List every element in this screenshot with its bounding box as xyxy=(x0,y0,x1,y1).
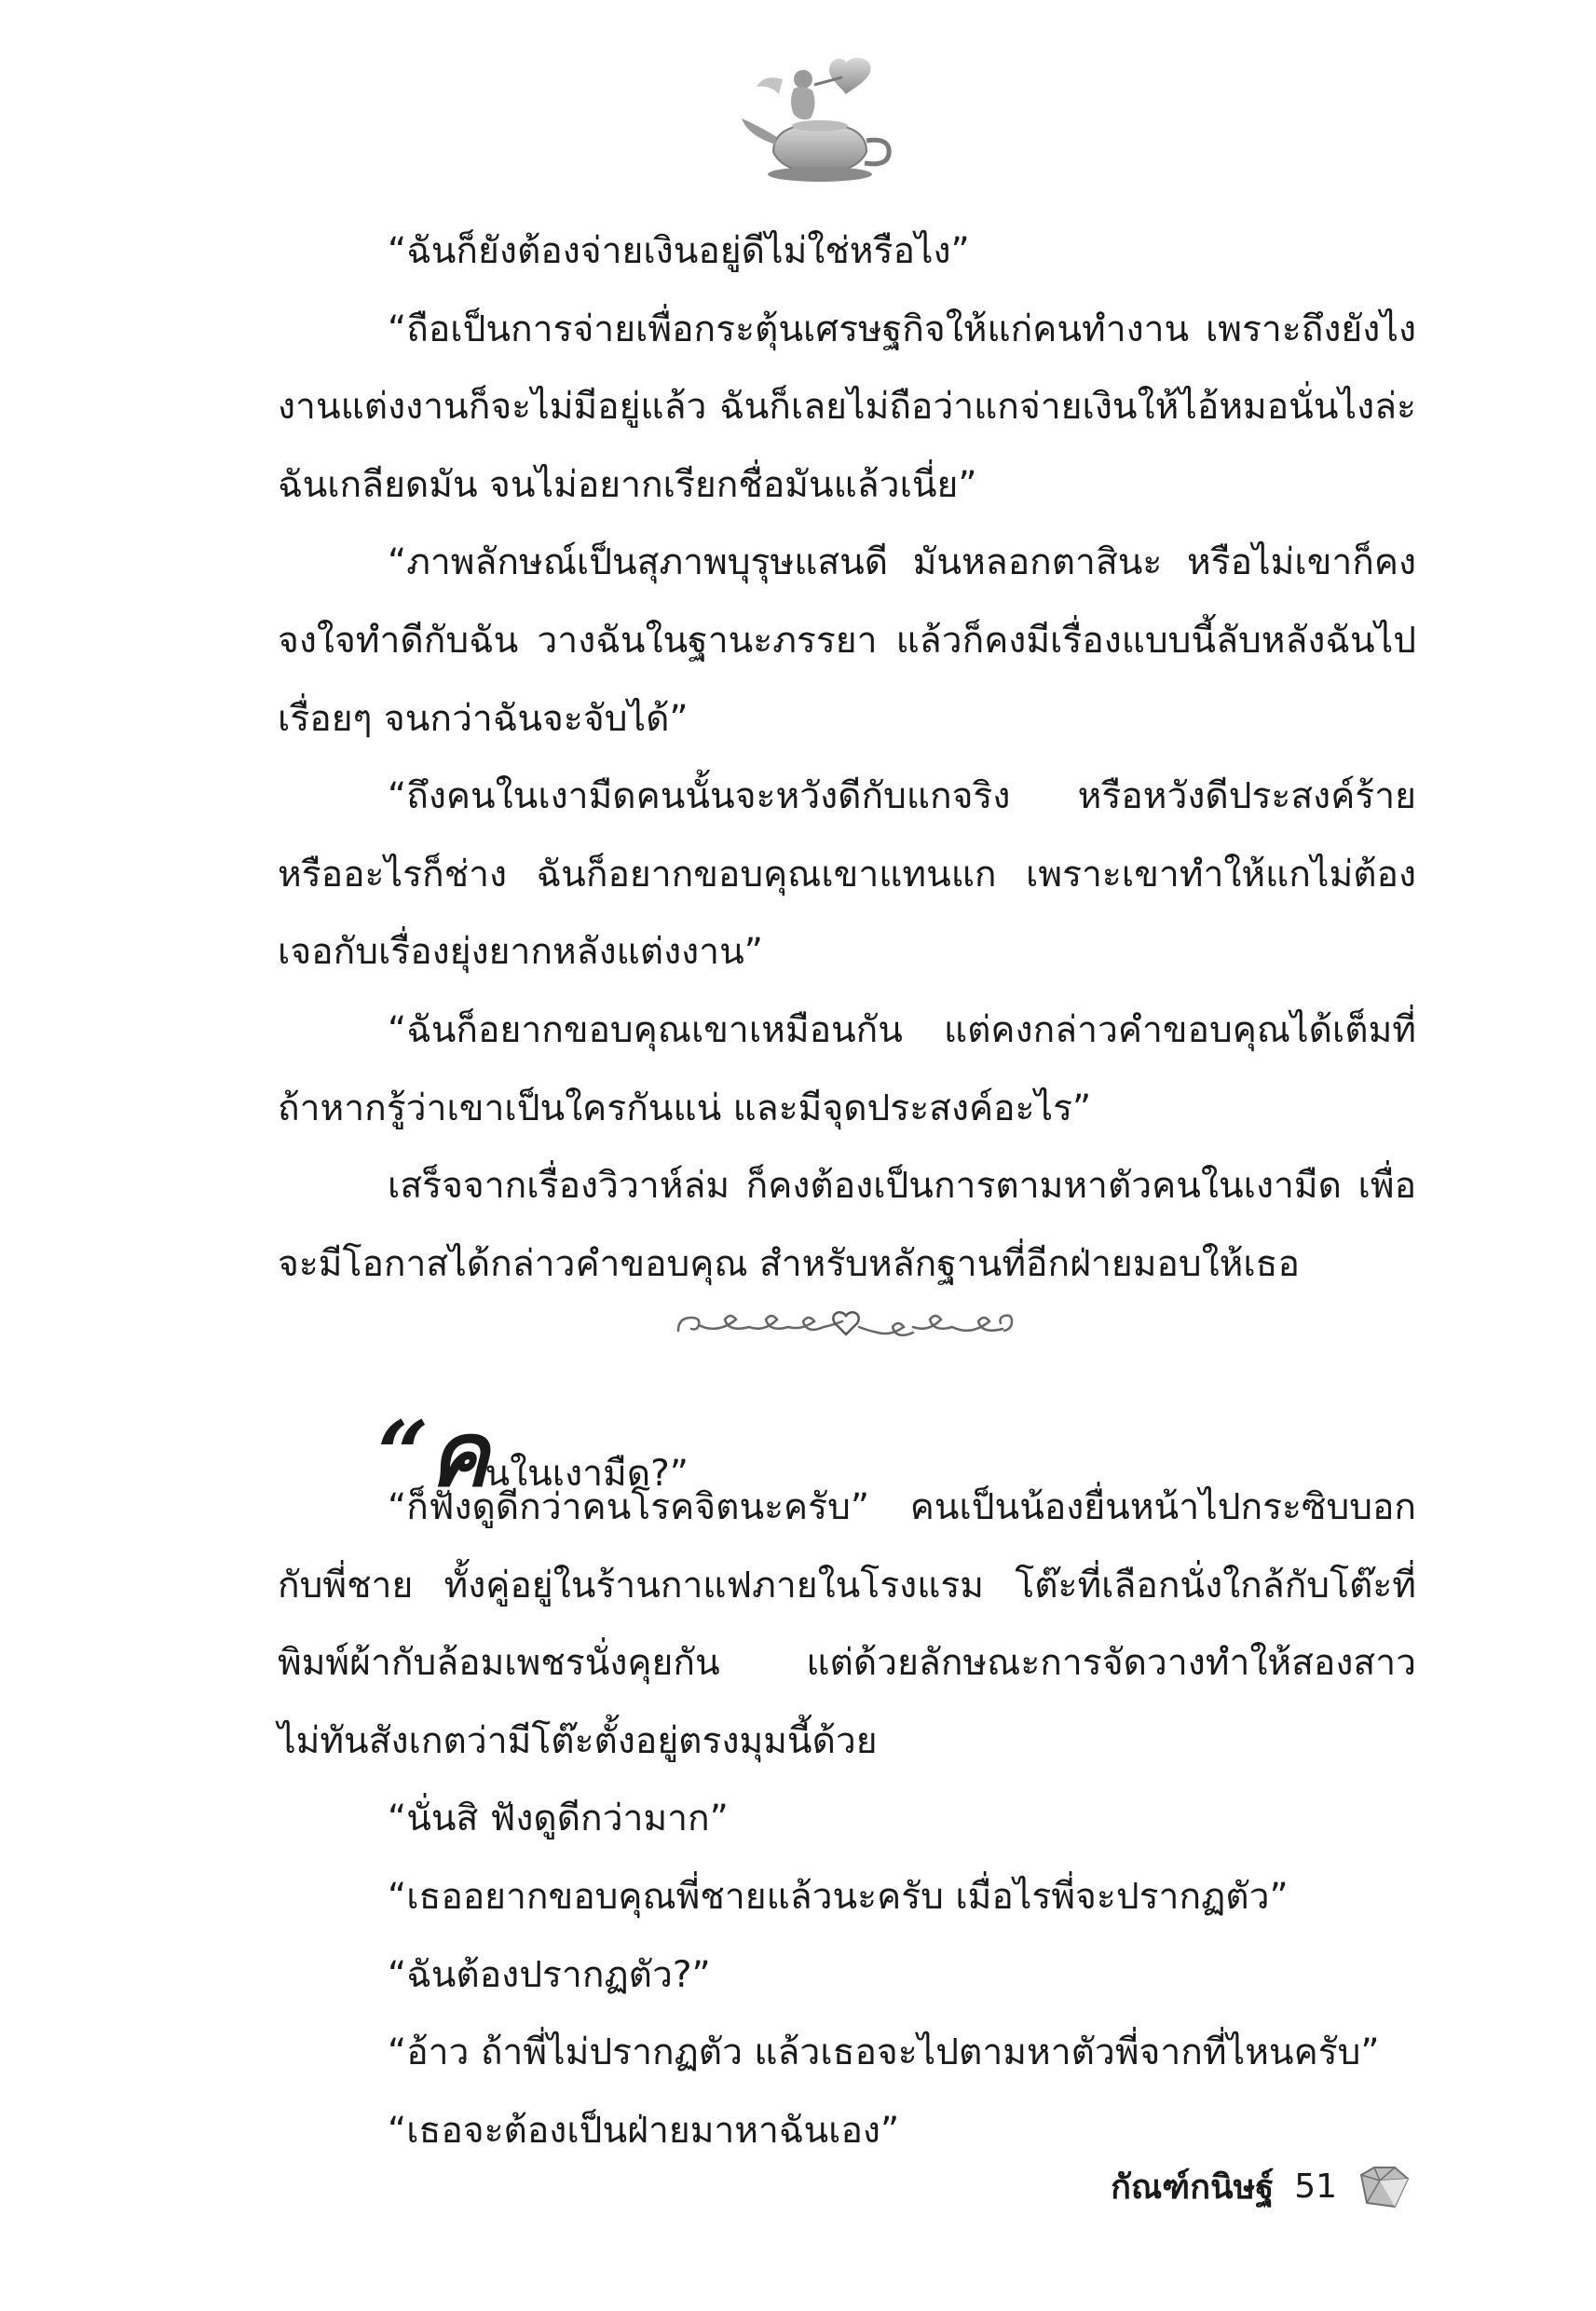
page-footer xyxy=(1111,2160,1410,2213)
page-number: 51 xyxy=(1294,2167,1337,2206)
paragraph: “ภาพลักษณ์เป็นสุภาพบุรุษแสนดี มันหลอกตาสินะ หรือไม่เขาก็คงจงใจทำดีกับฉัน วางฉันในฐานะภรรยา แล้วก็คงมีเรื่องแบบนี้ลับหลังฉันไปเรื่อยๆ จนกว่าฉันจะจับได้” xyxy=(278,541,1416,740)
cupid-teapot-icon xyxy=(736,51,904,191)
dropcap-rest: นในเงามืด?” xyxy=(484,1453,689,1495)
paragraph: “ฉันก็ยังต้องจ่ายเงินอยู่ดีไม่ใช่หรือไง” xyxy=(388,230,970,272)
paragraph: “เธอจะต้องเป็นฝ่ายมาหาฉันเอง” xyxy=(388,2109,900,2152)
paragraph: “ถึงคนในเงามืดคนนั้นจะหวังดีกับแกจริง หรือหวังดีประสงค์ร้ายหรืออะไรก็ช่าง ฉันก็อยากขอบคุณเขาแทนแก เพราะเขาทำให้แกไม่ต้องเจอกับเรื่องยุ่งยากหลังแต่งงาน” xyxy=(278,775,1416,974)
heart-swirl-ornament xyxy=(669,1293,1023,1349)
paragraph: “อ้าว ถ้าพี่ไม่ปรากฏตัว แล้วเธอจะไปตามหาตัวพี่จากที่ไหนครับ” xyxy=(388,2031,1380,2074)
dropcap-letter: ค xyxy=(429,1402,485,1507)
paragraph: “เธออยากขอบคุณพี่ชายแล้วนะครับ เมื่อไรพี่จะปรากฏตัว” xyxy=(388,1875,1289,1918)
paragraph: เสร็จจากเรื่องวิวาห์ล่ม ก็คงต้องเป็นการตามหาตัวคนในเงามืด เพื่อจะมีโอกาสได้กล่าวคำขอบคุณ สำหรับหลักฐานที่อีกฝ่ายมอบให้เธอ xyxy=(278,1165,1416,1285)
paragraph: “ก็ฟังดูดีกว่าคนโรคจิตนะครับ” คนเป็นน้องยื่นหน้าไปกระซิบบอกกับพี่ชาย ทั้งคู่อยู่ในร้านกาแฟภายในโรงแรม โต๊ะที่เลือกนั่งใกล้กับโต๊ะที่พิมพ์ผ้ากับล้อมเพชรนั่งคุยกัน แต่ด้วยลักษณะการจัดวางทำให้สองสาวไม่ทันสังเกตว่ามีโต๊ะตั้งอยู่ตรงมุมนี้ด้วย xyxy=(278,1486,1416,1762)
paragraph: “นั่นสิ ฟังดูดีกว่ามาก” xyxy=(388,1798,729,1840)
dropcap-quote: “ xyxy=(377,1402,430,1507)
paragraph: “ฉันต้องปรากฏตัว?” xyxy=(388,1953,711,1996)
diamond-icon xyxy=(1357,2166,1410,2208)
book-title: กัณฑ์กนิษฐ์ xyxy=(1111,2168,1275,2207)
text-block-2 xyxy=(278,1469,1416,2169)
paragraph: “ถือเป็นการจ่ายเพื่อกระตุ้นเศรษฐกิจให้แก่คนทำงาน เพราะถึงยังไงงานแต่งงานก็จะไม่มีอยู่แล้ว ฉันก็เลยไม่ถือว่าแกจ่ายเงินให้ไอ้หมอนั่นไงล่ะ ฉันเกลียดมัน จนไม่อยากเรียกชื่อมันแล้วเนี่ย” xyxy=(278,308,1416,506)
text-block-1 xyxy=(278,212,1416,1303)
paragraph: “ฉันก็อยากขอบคุณเขาเหมือนกัน แต่คงกล่าวคำขอบคุณได้เต็มที่ ถ้าหากรู้ว่าเขาเป็นใครกันแน่ และมีจุดประสงค์อะไร” xyxy=(278,1008,1416,1129)
